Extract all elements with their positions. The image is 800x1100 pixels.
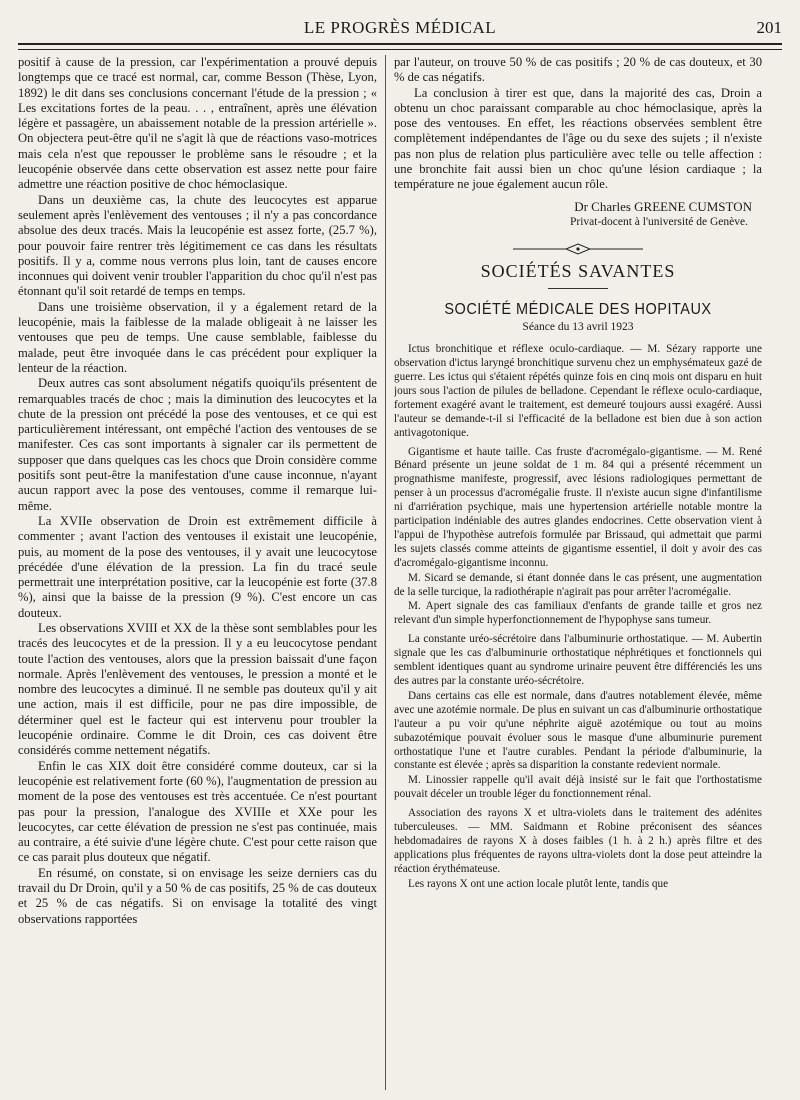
author-affiliation: Privat-docent à l'université de Genève. [569, 215, 748, 228]
session-date: Séance du 13 avril 1923 [522, 320, 634, 333]
ornament-divider-icon [508, 242, 648, 256]
report-paragraph: Association des rayons X et ultra-violets dans le traitement des adénites tuberculeuses. — MM. Saidmann et Robine préconisent des séances hebdomadaires de rayons X à doses faibles (1 h. à 2 h.) après filtre et des applications plus fréquentes de rayons ultra-violets dont la dose peut atteindre la réaction érythémateuse. [394, 807, 762, 875]
section-title: SOCIÉTÉS SAVANTES [480, 261, 676, 282]
paragraph: En résumé, on constate, si on envisage les seize derniers cas du travail du Dr Droin, qu'il y a 50 % de cas positifs, 25 % de cas douteux et 25 % de cas négatifs. Si on envisage la totalité des vingt observations rapportées [18, 865, 377, 926]
report-paragraph: Gigantisme et haute taille. Cas fruste d'acromégalo-gigantisme. — M. René Bénard présente un jeune soldat de 1 m. 84 qui a présenté récemment un prognathisme manifeste, progressif, avec lésions radiologiques permettant de penser à un processus d'acromégalie fruste. Il n'existe aucun signe d'infantilisme ni d'arriération psychique, mais une hypertension artérielle notable montre la participation indéniable des autres glandes endocrines. Cette observation vient à l'appui de l'hypothèse autrefois formulée par Brissaud, qui admettait que parmi les sujets classés comme atteints de gigantisme essentiel, il doit y avoir des cas d'acromégalo-gigantisme inconnu. [394, 445, 762, 569]
left-column [18, 55, 377, 1090]
report-paragraph: La constante uréo-sécrétoire dans l'albuminurie orthostatique. — M. Aubertin signale que les cas d'albuminurie orthostatique néphrétiques et fonctionnels qui semblent identiques quant au syndrome urinaire peuvent être différenciés les uns des autres par la constante uréo-sécrétoire. [394, 633, 762, 687]
paragraph: Dans un deuxième cas, la chute des leucocytes est apparue seulement après l'enlèvement des ventouses ; il n'y a pas concordance absolue des deux tracés. Mais la leucopénie est assez forte, (25.7 %), pour pouvoir faire rentrer très légitimement ce cas dans les résultats positifs. Il y a, comme nous verrons plus loin, tant de causes encore inconnues qui doivent venir troubler l'apparition du choc qu'il n'est pas étonnant qu'il soit retardé de temps en temps. [18, 192, 377, 299]
header-rule [18, 43, 782, 50]
report-paragraph: M. Sicard se demande, si étant donnée dans le cas présent, une augmentation de la selle turcique, la radiothérapie n'agirait pas pour arrêter l'acromégalie. [394, 571, 762, 598]
paragraph: Les observations XVIII et XX de la thèse sont semblables pour les tracés des leucocytes et de la pression. Il y a eu leucocytose pendant toute l'action des ventouses, alors que la pression baissait d'une façon normale. Après l'enlèvement des ventouses, le pression a monté et le nombre des leucocytes a diminué. Il ne semble pas douteux qu'il y ait une action, mais il est difficile, pour ne pas dire impossible, de déterminer quel est le facteur qui est intervenu pour troubler la leucopénie ordinaire. Comme le dit Droin, ces cas doivent être considérés comme nettement négatifs. [18, 620, 377, 758]
society-reports [394, 343, 762, 891]
report-paragraph: M. Apert signale des cas familiaux d'enfants de grande taille et gros nez relevant d'un simple hyperfonctionnement de l'hypophyse sans tumeur. [394, 600, 762, 627]
paragraph: positif à cause de la pression, car l'expérimentation a prouvé depuis longtemps que ce tracé est normal, car, comme Besson (Thèse, Lyon, 1892) le dit dans ses conclusions concernant l'étude de la pression ; « Les excitations fortes de la peau. . . , entraînent, après une élévation légère et passagère, un abaissement notable de la pression artérielle ». On objectera peut-être qu'il ne s'agit là que de réactions vaso-motrices mais cela n'est que repousser le problème sans le résoudre ; et la leucopénie observée dans cette observation est assez nette pour faire admettre une réaction positive de choc hémoclasique. [18, 55, 377, 192]
author-signature: Dr Charles GREENE CUMSTON [574, 198, 752, 214]
paragraph: Enfin le cas XIX doit être considéré comme douteux, car si la leucopénie est relativement forte (60 %), l'augmentation de pression au moment de la pose des ventouses est très accentuée. Ce n'est pourtant pas pour la pression, l'analogue des XVIIIe et XXe pour les leucocytes, car cette élévation de pression ne s'est pas continuée, mais au contraire, a été suivie d'une légère chute. C'est pour cette raison que ce cas parait plus douteux que négatif. [18, 758, 377, 865]
report-paragraph: Les rayons X ont une action locale plutôt lente, tandis que [408, 877, 669, 890]
journal-title: LE PROGRÈS MÉDICAL [303, 18, 497, 37]
report-paragraph: M. Linossier rappelle qu'il avait déjà insisté sur le fait que l'orthostatisme pouvait déceler un trouble léger du fonctionnement rénal. [394, 774, 762, 801]
column-divider [385, 55, 386, 1090]
running-head [18, 14, 782, 40]
paragraph: Deux autres cas sont absolument négatifs quoiqu'ils présentent de remarquables tracés de choc ; mais la diminution des leucocytes et la chute de la pression ont précédé la pose des ventouses, et ce qui est particulièrement intéressant, ont empêché l'action des ventouses de se manifester. Ces cas sont importants à signaler car ils permettent de supposer que dans quelques cas les chocs que Droin considère comme positifs sont peut-être la manifestation d'une cause inconnue, n'ayant aucun rapport avec la pose des ventouses, comme il remarque lui-même. [18, 376, 377, 513]
society-title: SOCIÉTÉ MÉDICALE DES HOPITAUX [444, 301, 712, 318]
report-paragraph: Dans certains cas elle est normale, dans d'autres notablement élevée, même avec une azotémie normale. De plus en suivant un cas d'albuminurie orthostatique l'auteur a pu voir qu'une néphrite aiguë azotémique ou tout au moins subazotémique pouvait évoluer sous le masque d'une albuminurie purement orthostatique l'une et l'autre curables. Pendant la période d'albuminurie, la constante est élevée ; après sa disparition la constante redevient normale. [394, 689, 762, 772]
paragraph: Dans une troisième observation, il y a également retard de la leucopénie, mais la faiblesse de la malade obligeait à ne laisser les ventouses que peu de temps. Une cause semblable, faiblesse du malade, peut être invoquée dans le cas précédent pour expliquer la lenteur de la réaction. [18, 299, 377, 375]
right-column [394, 55, 762, 1090]
section-rule [548, 288, 608, 289]
paragraph: par l'auteur, on trouve 50 % de cas positifs ; 20 % de cas douteux, et 30 % de cas négatifs. [394, 55, 762, 85]
report-paragraph: Ictus bronchitique et réflexe oculo-cardiaque. — M. Sézary rapporte une observation d'ictus laryngé bronchitique survenu chez un emphysémateux gazé de guerre. Les ictus qui s'étaient répétés quinze fois en cinq mois ont disparu en huit jours sous l'action de pilules de belladone. Cependant le réflexe oculo-cardiaque, fortement exagéré avant le traitement, est demeuré toujours aussi exagéré. Aussi l'auteur se demande-t-il si l'efficacité de la belladone est bien due à son action antivagotonique. [394, 343, 762, 439]
paragraph: La XVIIe observation de Droin est extrêmement difficile à commenter ; avant l'action des ventouses il existait une leucopénie, puis, au moment de la pose des ventouses, il y avait une leucocytose précédée d'une élévation de la pression. La fin du tracé seule permettrait une interprétation positive, car la leucopénie est forte (37.8 %), ainsi que la baisse de la pression (9 %). C'est encore un cas douteux. [18, 513, 377, 620]
page-number: 201 [756, 18, 782, 37]
paragraph: La conclusion à tirer est que, dans la majorité des cas, Droin a obtenu un choc paraissant comparable au choc hémoclasique, après la pose des ventouses. En effet, les réactions observées semblent être complètement indépendantes de l'âge ou du sexe des sujets ; il n'existe pas non plus de relation plus particulière avec telle ou telle affection : une bronchite fait aussi bien un choc qu'une lésion cardiaque ; la température ne joue également aucun rôle. [394, 85, 762, 192]
